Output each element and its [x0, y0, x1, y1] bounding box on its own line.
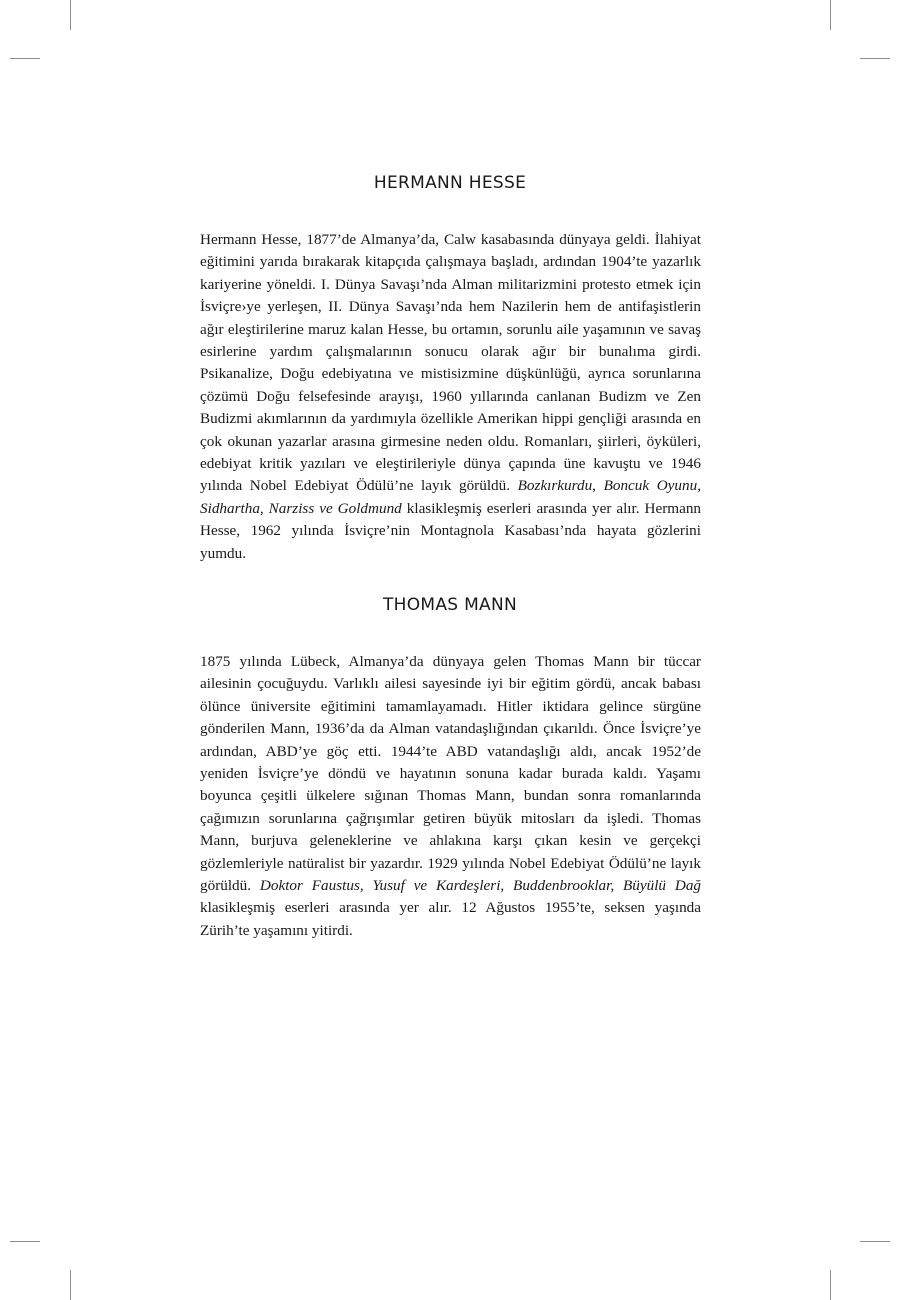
biography-text-end: klasikleşmiş eserleri arasında yer alır. 12 Ağustos 1955’te, seksen yaşında Zürih’te yaşamını yitirdi.: [200, 899, 701, 939]
crop-mark-top-right: [830, 0, 831, 30]
crop-mark-top-left-horizontal: [10, 58, 40, 59]
crop-mark-bottom-right: [830, 1270, 831, 1300]
biography-paragraph-hermann-hesse: [200, 229, 701, 565]
biography-text-end: klasikleşmiş eserleri arasında yer alır. Hermann Hesse, 1962 yılında İsviçre’nin Montagnola Kasabası’nda hayata gözlerini yumdu.: [200, 499, 702, 562]
crop-mark-bottom-left-horizontal: [10, 1241, 40, 1242]
crop-mark-top-right-horizontal: [860, 58, 890, 59]
crop-mark-top-left: [70, 0, 71, 30]
biography-paragraph-thomas-mann: [200, 651, 701, 942]
crop-mark-bottom-left: [70, 1270, 71, 1300]
biography-text: Hermann Hesse, 1877’de Almanya’da, Calw kasabasında dünyaya geldi. İlahiyat eğitimini yarıda bırakarak kitapçıda çalışmaya başladı, ardından 1904’te yazarlık kariyerine yöneldi. I. Dünya Savaşı’nda Alman militarizmini protesto etmek için İsviçre›ye yerleşen, II. Dünya Savaşı’nda hem Nazilerin hem de antifaşistlerin ağır eleştirilerine maruz kalan Hesse, bu ortamın, sorunlu aile yaşamının ve savaş esirlerine yardım çalışmalarının sonucu olarak ağır bir bunalıma girdi. Psikanalize, Doğu edebiyatına ve mistisizmine düşkünlüğü, ayrıca sorunlarına çözümü Doğu felsefesinde arayışı, 1960 yıllarında canlanan Budizm ve Zen Budizmi akımlarının da yardımıyla özellikle Amerikan hippi gençliği arasında en çok okunan yazarlar arasına girmesine neden oldu. Romanları, şiirleri, öyküleri, edebiyat kritik yazıları ve eleştirileriyle dünya çapında üne kavuştu ve 1946 yılında Nobel Edebiyat Ödülü’ne layık görüldü.: [200, 231, 701, 495]
biography-text: 1875 yılında Lübeck, Almanya’da dünyaya gelen Thomas Mann bir tüccar ailesinin çocuğuydu. Varlıklı ailesi sayesinde iyi bir eğitim gördü, ancak babası ölünce üniversite eğitimini tamamlayamadı. Hitler iktidara gelince sürgüne gönderilen Mann, 1936’da da Alman vatandaşlığından çıkarıldı. Önce İsviçre’ye ardından, ABD’ye göç etti. 1944’te ABD vatandaşlığı aldı, ancak 1952’de yeniden İsviçre’ye döndü ve hayatının sonuna kadar burada kaldı. Yaşamı boyunca çeşitli ülkelere sığınan Thomas Mann, bundan sonra romanlarında çağımızın sorunlarına çağrışımlar getiren büyük mitosları da işledi. Thomas Mann, burjuva geleneklerine ve ahlakına karşı çıkan kesin ve gerçekçi gözlemleriyle natüralist bir yazardır. 1929 yılında Nobel Edebiyat Ödülü’ne layık görüldü.: [200, 653, 701, 895]
crop-mark-bottom-right-horizontal: [860, 1241, 890, 1242]
section-heading-hermann-hesse: HERMANN HESSE: [373, 173, 527, 193]
works-list-italic: Doktor Faustus, Yusuf ve Kardeşleri, Buddenbrooklar, Büyülü Dağ: [259, 877, 702, 895]
section-heading-thomas-mann: THOMAS MANN: [382, 595, 518, 615]
works-list-italic: Bozkırkurdu, Boncuk Oyunu, Sidhartha, Narziss ve Goldmund: [200, 477, 701, 517]
